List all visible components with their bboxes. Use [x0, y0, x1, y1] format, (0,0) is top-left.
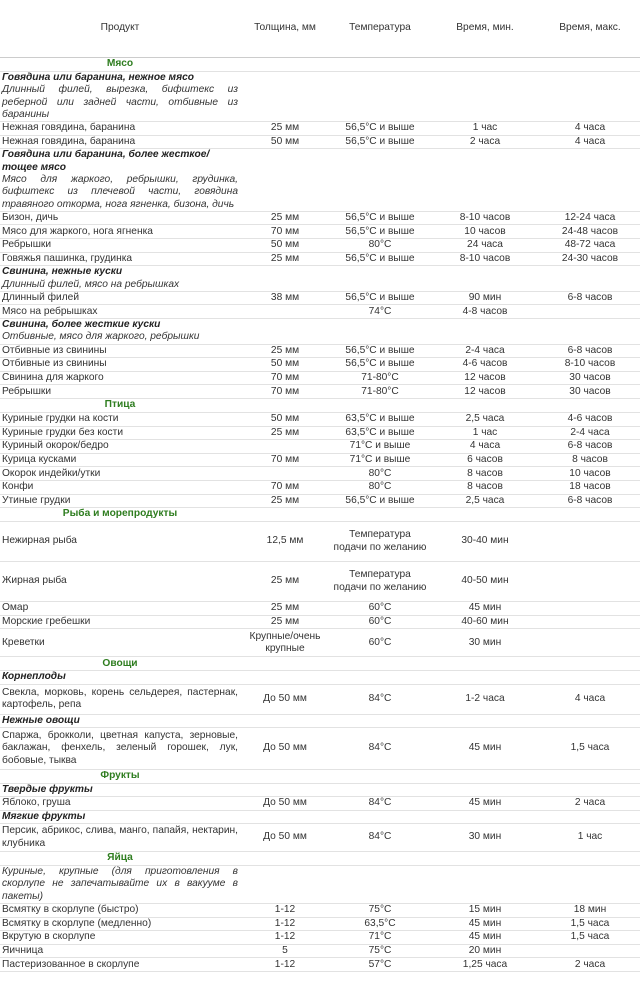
time-min-cell: 2 часа: [430, 135, 540, 149]
empty-cell: [330, 714, 430, 727]
time-max-cell: 6-8 часов: [540, 344, 640, 358]
category-title: Корнеплоды: [2, 671, 66, 683]
empty-cell: [540, 783, 640, 796]
temperature-cell: 71-80°С: [330, 371, 430, 385]
temperature-cell: 84°С: [330, 797, 430, 811]
category-cell: [0, 866, 240, 904]
temperature-cell: 56,5°С и выше: [330, 358, 430, 372]
section-header: [0, 769, 640, 783]
table-row: [0, 385, 640, 399]
empty-cell: [430, 783, 540, 796]
section-header: [0, 58, 640, 72]
temperature-cell: 60°С: [330, 602, 430, 616]
time-max-cell: 8 часов: [540, 453, 640, 467]
section-header-row: [0, 398, 640, 412]
table-row: [0, 522, 640, 562]
time-max-cell: [540, 602, 640, 616]
time-max-cell: [540, 615, 640, 629]
time-min-cell: 30 мин: [430, 629, 540, 657]
table-row: [0, 494, 640, 508]
empty-cell: [430, 266, 540, 292]
section-label: Птица: [104, 399, 136, 411]
thickness-cell: [240, 467, 330, 481]
category-row: [0, 783, 640, 796]
empty-cell: [330, 671, 430, 684]
time-min-cell: 2,5 часа: [430, 412, 540, 426]
table-row: [0, 225, 640, 239]
table-row: [0, 305, 640, 319]
thickness-cell: До 50 мм: [240, 727, 330, 769]
empty-cell: [540, 810, 640, 823]
product-cell: Пастеризованное в скорлупе: [0, 958, 240, 972]
time-max-cell: [540, 562, 640, 602]
time-max-cell: 2 часа: [540, 797, 640, 811]
time-max-cell: 6-8 часов: [540, 494, 640, 508]
table-row: [0, 931, 640, 945]
thickness-cell: 50 мм: [240, 135, 330, 149]
temperature-cell: 63,5°С и выше: [330, 412, 430, 426]
time-max-cell: 6-8 часов: [540, 440, 640, 454]
temperature-cell: 71°С и выше: [330, 440, 430, 454]
col-header-thickness: Толщина, мм: [240, 0, 330, 58]
category-title: Говядина или баранина, нежное мясо: [2, 72, 194, 83]
time-min-cell: 90 мин: [430, 291, 540, 305]
section-header: [0, 508, 640, 522]
thickness-cell: До 50 мм: [240, 684, 330, 714]
time-max-cell: 1 час: [540, 824, 640, 852]
thickness-cell: 25 мм: [240, 344, 330, 358]
section-label: Яйца: [107, 852, 133, 864]
section-label: Фрукты: [100, 770, 140, 782]
table-row: [0, 358, 640, 372]
table-row: [0, 344, 640, 358]
thickness-cell: 70 мм: [240, 225, 330, 239]
category-row: [0, 149, 640, 211]
table-row: [0, 371, 640, 385]
category-cell: [0, 266, 240, 292]
temperature-cell: 56,5°С и выше: [330, 122, 430, 136]
category-title: Свинина, более жесткие куски: [2, 319, 161, 331]
table-row: [0, 440, 640, 454]
category-row: [0, 714, 640, 727]
product-cell: Морские гребешки: [0, 615, 240, 629]
table-row: [0, 211, 640, 225]
category-title: Свинина, нежные куски: [2, 266, 123, 278]
time-max-cell: 8-10 часов: [540, 358, 640, 372]
temperature-cell: 60°С: [330, 615, 430, 629]
section-header-row: [0, 769, 640, 783]
temperature-cell: 56,5°С и выше: [330, 211, 430, 225]
col-header-time-min: Время, мин.: [430, 0, 540, 58]
thickness-cell: 50 мм: [240, 239, 330, 253]
time-max-cell: 12-24 часа: [540, 211, 640, 225]
empty-cell: [240, 866, 330, 904]
temperature-cell: 80°С: [330, 467, 430, 481]
time-min-cell: 10 часов: [430, 225, 540, 239]
time-max-cell: 1,5 часа: [540, 727, 640, 769]
temperature-cell: 56,5°С и выше: [330, 252, 430, 266]
temperature-cell: 56,5°С и выше: [330, 135, 430, 149]
thickness-cell: [240, 305, 330, 319]
product-cell: Мясо на ребрышках: [0, 305, 240, 319]
time-max-cell: 4 часа: [540, 684, 640, 714]
table-row: [0, 958, 640, 972]
thickness-cell: 70 мм: [240, 453, 330, 467]
time-max-cell: [540, 629, 640, 657]
category-cell: [0, 72, 240, 122]
time-min-cell: 12 часов: [430, 371, 540, 385]
table-row: [0, 239, 640, 253]
empty-cell: [330, 72, 430, 122]
product-cell: Отбивные из свинины: [0, 344, 240, 358]
time-max-cell: 24-48 часов: [540, 225, 640, 239]
temperature-cell: 71°С и выше: [330, 453, 430, 467]
category-row: [0, 266, 640, 292]
category-title: Нежные овощи: [2, 714, 80, 726]
temperature-cell: 63,5°С и выше: [330, 426, 430, 440]
thickness-cell: 1-12: [240, 931, 330, 945]
empty-cell: [240, 810, 330, 823]
category-row: [0, 866, 640, 904]
table-row: [0, 453, 640, 467]
empty-cell: [540, 671, 640, 684]
time-max-cell: 2 часа: [540, 958, 640, 972]
time-min-cell: 45 мин: [430, 917, 540, 931]
table-row: [0, 480, 640, 494]
product-cell: Жирная рыба: [0, 562, 240, 602]
table-row: [0, 467, 640, 481]
empty-cell: [540, 714, 640, 727]
time-max-cell: [540, 944, 640, 958]
thickness-cell: 50 мм: [240, 412, 330, 426]
table-body: [0, 58, 640, 972]
table-row: [0, 944, 640, 958]
time-min-cell: 2-4 часа: [430, 344, 540, 358]
temperature-cell: 75°С: [330, 904, 430, 918]
time-min-cell: 2,5 часа: [430, 494, 540, 508]
thickness-cell: 70 мм: [240, 480, 330, 494]
time-max-cell: 18 часов: [540, 480, 640, 494]
thickness-cell: 1-12: [240, 917, 330, 931]
time-min-cell: 12 часов: [430, 385, 540, 399]
time-min-cell: 45 мин: [430, 931, 540, 945]
table-row: [0, 122, 640, 136]
table-row: [0, 797, 640, 811]
category-row: [0, 72, 640, 122]
time-max-cell: 48-72 часа: [540, 239, 640, 253]
category-cell: [0, 671, 240, 684]
empty-cell: [430, 72, 540, 122]
temperature-cell: 56,5°С и выше: [330, 291, 430, 305]
product-cell: Куриные грудки без кости: [0, 426, 240, 440]
thickness-cell: 50 мм: [240, 358, 330, 372]
category-cell: [0, 714, 240, 727]
thickness-cell: 70 мм: [240, 371, 330, 385]
thickness-cell: Крупные/очень крупные: [240, 629, 330, 657]
temperature-cell: 56,5°С и выше: [330, 344, 430, 358]
empty-cell: [330, 149, 430, 211]
time-max-cell: 1,5 часа: [540, 917, 640, 931]
time-min-cell: 1,25 часа: [430, 958, 540, 972]
product-cell: Вкрутую в скорлупе: [0, 931, 240, 945]
table-row: [0, 602, 640, 616]
section-label: Овощи: [102, 657, 138, 669]
product-cell: Креветки: [0, 629, 240, 657]
temperature-cell: 71°С: [330, 931, 430, 945]
thickness-cell: 25 мм: [240, 562, 330, 602]
category-title: Твердые фрукты: [2, 783, 93, 795]
time-min-cell: 6 часов: [430, 453, 540, 467]
category-row: [0, 810, 640, 823]
empty-cell: [240, 714, 330, 727]
temperature-cell: 71-80°С: [330, 385, 430, 399]
category-description: Куриные, крупные (для приготовления в скорлупе не запечатывайте их в вакууме в пакеты): [2, 866, 238, 902]
product-cell: Утиные грудки: [0, 494, 240, 508]
time-min-cell: 4 часа: [430, 440, 540, 454]
time-min-cell: 8 часов: [430, 480, 540, 494]
time-min-cell: 4-6 часов: [430, 358, 540, 372]
temperature-cell: 60°С: [330, 629, 430, 657]
thickness-cell: 12,5 мм: [240, 522, 330, 562]
table-row: [0, 684, 640, 714]
thickness-cell: До 50 мм: [240, 797, 330, 811]
empty-cell: [430, 810, 540, 823]
thickness-cell: 1-12: [240, 958, 330, 972]
section-header: [0, 398, 640, 412]
time-min-cell: 8-10 часов: [430, 252, 540, 266]
col-header-temperature: Температура: [330, 0, 430, 58]
empty-cell: [540, 149, 640, 211]
empty-cell: [430, 671, 540, 684]
table-row: [0, 426, 640, 440]
category-cell: [0, 319, 240, 345]
product-cell: Всмятку в скорлупе (медленно): [0, 917, 240, 931]
product-cell: Яблоко, груша: [0, 797, 240, 811]
time-min-cell: 1-2 часа: [430, 684, 540, 714]
category-description: Мясо для жаркого, ребрышки, грудинка, бифштекс из плечевой части, говядина травяного откорма, нога ягненка, бизона, дичь: [2, 173, 238, 210]
product-cell: Мясо для жаркого, нога ягненка: [0, 225, 240, 239]
product-cell: Свекла, морковь, корень сельдерея, пастернак, картофель, репа: [0, 684, 240, 714]
empty-cell: [240, 72, 330, 122]
product-cell: Свинина для жаркого: [0, 371, 240, 385]
empty-cell: [430, 866, 540, 904]
thickness-cell: 1-12: [240, 904, 330, 918]
empty-cell: [430, 714, 540, 727]
product-cell: Длинный филей: [0, 291, 240, 305]
product-cell: Нежирная рыба: [0, 522, 240, 562]
section-header-row: [0, 508, 640, 522]
product-cell: Курица кусками: [0, 453, 240, 467]
category-row: [0, 319, 640, 345]
time-max-cell: [540, 305, 640, 319]
product-cell: Конфи: [0, 480, 240, 494]
product-cell: Говяжья пашинка, грудинка: [0, 252, 240, 266]
table-row: [0, 629, 640, 657]
section-header-row: [0, 852, 640, 866]
thickness-cell: 70 мм: [240, 385, 330, 399]
time-max-cell: 10 часов: [540, 467, 640, 481]
empty-cell: [240, 671, 330, 684]
table-row: [0, 135, 640, 149]
table-row: [0, 727, 640, 769]
empty-cell: [330, 866, 430, 904]
empty-cell: [540, 319, 640, 345]
time-min-cell: 30 мин: [430, 824, 540, 852]
thickness-cell: 25 мм: [240, 211, 330, 225]
category-description: Отбивные, мясо для жаркого, ребрышки: [2, 331, 200, 343]
section-header-row: [0, 657, 640, 671]
time-max-cell: 4-6 часов: [540, 412, 640, 426]
table-row: [0, 252, 640, 266]
empty-cell: [240, 783, 330, 796]
table-row: [0, 291, 640, 305]
category-title: Говядина или баранина, более жесткое/ тощее мясо: [2, 149, 210, 173]
thickness-cell: 25 мм: [240, 615, 330, 629]
product-cell: Омар: [0, 602, 240, 616]
product-cell: Ребрышки: [0, 239, 240, 253]
section-header-row: [0, 58, 640, 72]
thickness-cell: 5: [240, 944, 330, 958]
thickness-cell: 25 мм: [240, 494, 330, 508]
category-cell: [0, 149, 240, 211]
product-cell: Куриные грудки на кости: [0, 412, 240, 426]
temperature-cell: 56,5°С и выше: [330, 225, 430, 239]
empty-cell: [240, 319, 330, 345]
thickness-cell: 25 мм: [240, 426, 330, 440]
temperature-cell: 74°С: [330, 305, 430, 319]
temperature-cell: 80°С: [330, 239, 430, 253]
product-cell: Нежная говядина, баранина: [0, 135, 240, 149]
time-max-cell: 24-30 часов: [540, 252, 640, 266]
empty-cell: [330, 783, 430, 796]
temperature-cell: 84°С: [330, 684, 430, 714]
product-cell: Нежная говядина, баранина: [0, 122, 240, 136]
thickness-cell: 25 мм: [240, 122, 330, 136]
time-max-cell: 30 часов: [540, 371, 640, 385]
time-min-cell: 4-8 часов: [430, 305, 540, 319]
product-cell: Отбивные из свинины: [0, 358, 240, 372]
time-max-cell: 18 мин: [540, 904, 640, 918]
category-description: Длинный филей, вырезка, бифштекс из реберной или задней части, отбивные из баранины: [2, 84, 238, 120]
empty-cell: [240, 149, 330, 211]
time-min-cell: 40-60 мин: [430, 615, 540, 629]
section-header: [0, 657, 640, 671]
empty-cell: [540, 72, 640, 122]
thickness-cell: 25 мм: [240, 602, 330, 616]
col-header-product: Продукт: [0, 0, 240, 58]
empty-cell: [430, 149, 540, 211]
product-cell: Всмятку в скорлупе (быстро): [0, 904, 240, 918]
table-row: [0, 412, 640, 426]
product-cell: Бизон, дичь: [0, 211, 240, 225]
col-header-time-max: Время, макс.: [540, 0, 640, 58]
time-max-cell: 1,5 часа: [540, 931, 640, 945]
thickness-cell: До 50 мм: [240, 824, 330, 852]
section-header: [0, 852, 640, 866]
empty-cell: [330, 810, 430, 823]
time-max-cell: 4 часа: [540, 122, 640, 136]
category-description: Длинный филей, мясо на ребрышках: [2, 278, 180, 290]
time-min-cell: 45 мин: [430, 797, 540, 811]
time-min-cell: 45 мин: [430, 727, 540, 769]
time-max-cell: 30 часов: [540, 385, 640, 399]
product-cell: Ребрышки: [0, 385, 240, 399]
empty-cell: [540, 266, 640, 292]
header-row: [0, 0, 640, 58]
temperature-cell: 80°С: [330, 480, 430, 494]
category-title: Мягкие фрукты: [2, 810, 86, 822]
empty-cell: [330, 266, 430, 292]
category-row: [0, 671, 640, 684]
time-min-cell: 20 мин: [430, 944, 540, 958]
product-cell: Спаржа, брокколи, цветная капуста, зерновые, баклажан, фенхель, зеленый горошек, лук, бобовые, тыква: [0, 727, 240, 769]
temperature-cell: 56,5°С и выше: [330, 494, 430, 508]
time-max-cell: 2-4 часа: [540, 426, 640, 440]
time-min-cell: 15 мин: [430, 904, 540, 918]
table-header: [0, 0, 640, 58]
time-min-cell: 8 часов: [430, 467, 540, 481]
time-min-cell: 1 час: [430, 122, 540, 136]
product-cell: Куриный окорок/бедро: [0, 440, 240, 454]
table-row: [0, 904, 640, 918]
time-min-cell: 40-50 мин: [430, 562, 540, 602]
product-cell: Яичница: [0, 944, 240, 958]
category-cell: [0, 783, 240, 796]
section-label: Рыба и морепродукты: [62, 508, 178, 520]
time-max-cell: [540, 522, 640, 562]
time-max-cell: 4 часа: [540, 135, 640, 149]
temperature-cell: 57°С: [330, 958, 430, 972]
temperature-cell: Температура подачи по желанию: [330, 562, 430, 602]
thickness-cell: 25 мм: [240, 252, 330, 266]
time-min-cell: 1 час: [430, 426, 540, 440]
temperature-cell: 75°С: [330, 944, 430, 958]
thickness-cell: 38 мм: [240, 291, 330, 305]
time-min-cell: 8-10 часов: [430, 211, 540, 225]
product-cell: Персик, абрикос, слива, манго, папайя, нектарин, клубника: [0, 824, 240, 852]
time-max-cell: 6-8 часов: [540, 291, 640, 305]
time-min-cell: 30-40 мин: [430, 522, 540, 562]
empty-cell: [330, 319, 430, 345]
temperature-cell: Температура подачи по желанию: [330, 522, 430, 562]
product-cell: Окорок индейки/утки: [0, 467, 240, 481]
section-label: Мясо: [106, 58, 134, 70]
time-min-cell: 45 мин: [430, 602, 540, 616]
temperature-cell: 63,5°С: [330, 917, 430, 931]
temperature-cell: 84°С: [330, 727, 430, 769]
temperature-cell: 84°С: [330, 824, 430, 852]
category-cell: [0, 810, 240, 823]
empty-cell: [540, 866, 640, 904]
empty-cell: [240, 266, 330, 292]
table-row: [0, 615, 640, 629]
table-row: [0, 562, 640, 602]
table-row: [0, 917, 640, 931]
empty-cell: [430, 319, 540, 345]
time-min-cell: 24 часа: [430, 239, 540, 253]
table-row: [0, 824, 640, 852]
thickness-cell: [240, 440, 330, 454]
